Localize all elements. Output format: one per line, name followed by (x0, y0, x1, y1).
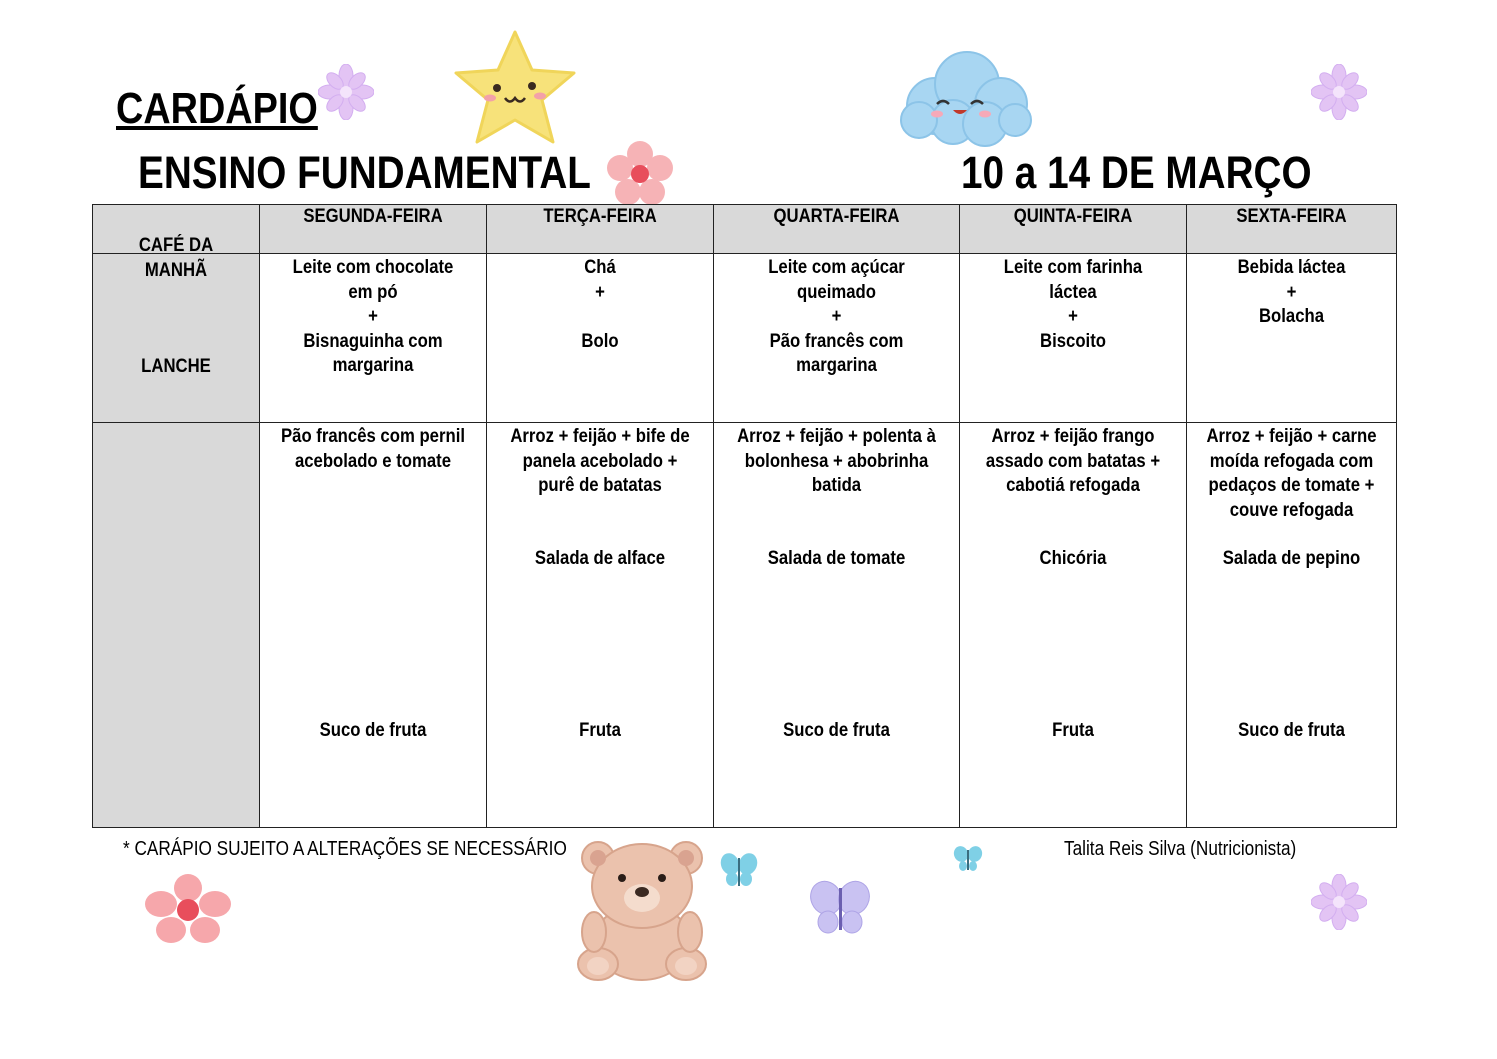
lunch-main: Arroz + feijão + bife de panela acebolado + purê de batatas (510, 426, 690, 496)
lunch-main: Arroz + feijão + polenta à bolonhesa + abobrinha batida (737, 426, 936, 496)
lunch-main: Arroz + feijão + carne moída refogada com pedaços de tomate + couve refogada (1206, 426, 1377, 521)
day-header: SEGUNDA-FEIRA (260, 205, 487, 254)
lunch-cell (487, 423, 714, 828)
lunch-side: Salada de pepino (1222, 548, 1361, 569)
page-title: CARDÁPIO (116, 84, 318, 133)
lunch-drink: Fruta (579, 719, 621, 741)
lunch-drink: Suco de fruta (319, 720, 427, 741)
menu-table (92, 204, 1397, 828)
day-header: QUINTA-FEIRA (960, 205, 1187, 254)
butterfly-icon (806, 876, 874, 938)
breakfast-cell: Bebida láctea + Bolacha (1187, 254, 1397, 423)
lunch-drink: Suco de fruta (783, 719, 890, 741)
breakfast-cell: Leite com farinha láctea + Biscoito (960, 254, 1187, 423)
breakfast-cell: Leite com açúcar queimado + Pão francês com margarina (714, 254, 960, 423)
disclaimer-note: * CARÁPIO SUJEITO A ALTERAÇÕES SE NECESSÁRIO (123, 838, 567, 860)
breakfast-cell: Chá + Bolo (487, 254, 714, 423)
lunch-drink: Fruta (1052, 719, 1094, 741)
flower-icon (318, 64, 374, 120)
breakfast-cell: Leite com chocolate em pó + Bisnaguinha com margarina (260, 254, 487, 423)
lunch-cell (260, 423, 487, 828)
row-label-breakfast: CAFÉ DA MANHÃ (93, 254, 260, 423)
flower-icon (606, 140, 674, 206)
lunch-cell (1187, 423, 1397, 828)
star-sticker-icon (450, 26, 580, 150)
day-header: QUARTA-FEIRA (714, 205, 960, 254)
breakfast-row (93, 254, 1397, 423)
butterfly-icon (952, 844, 984, 874)
teddy-bear-icon (572, 836, 712, 984)
flower-icon (1311, 64, 1367, 120)
page-subtitle: ENSINO FUNDAMENTAL (138, 147, 591, 198)
cloud-sticker-icon (897, 48, 1033, 148)
lunch-row (93, 423, 1397, 828)
lunch-main: Pão francês com pernil acebolado e tomate (280, 426, 465, 472)
lunch-drink: Suco de fruta (1238, 719, 1345, 741)
nutritionist-signature: Talita Reis Silva (Nutricionista) (1064, 838, 1297, 860)
lunch-cell (714, 423, 960, 828)
day-header: SEXTA-FEIRA (1187, 205, 1397, 254)
lunch-side: Chicória (1039, 548, 1107, 569)
lunch-cell (960, 423, 1187, 828)
flower-icon (1311, 874, 1367, 930)
row-label-lunch: LANCHE (93, 423, 260, 828)
lunch-side: Salada de tomate (767, 548, 906, 569)
flower-icon (143, 874, 233, 944)
butterfly-icon (718, 850, 760, 890)
lunch-main: Arroz + feijão frango assado com batatas + cabotiá refogada (985, 426, 1161, 496)
lunch-side: Salada de alface (534, 548, 666, 569)
day-header: TERÇA-FEIRA (487, 205, 714, 254)
date-range: 10 a 14 DE MARÇO (961, 147, 1312, 198)
days-header-row (93, 205, 1397, 254)
